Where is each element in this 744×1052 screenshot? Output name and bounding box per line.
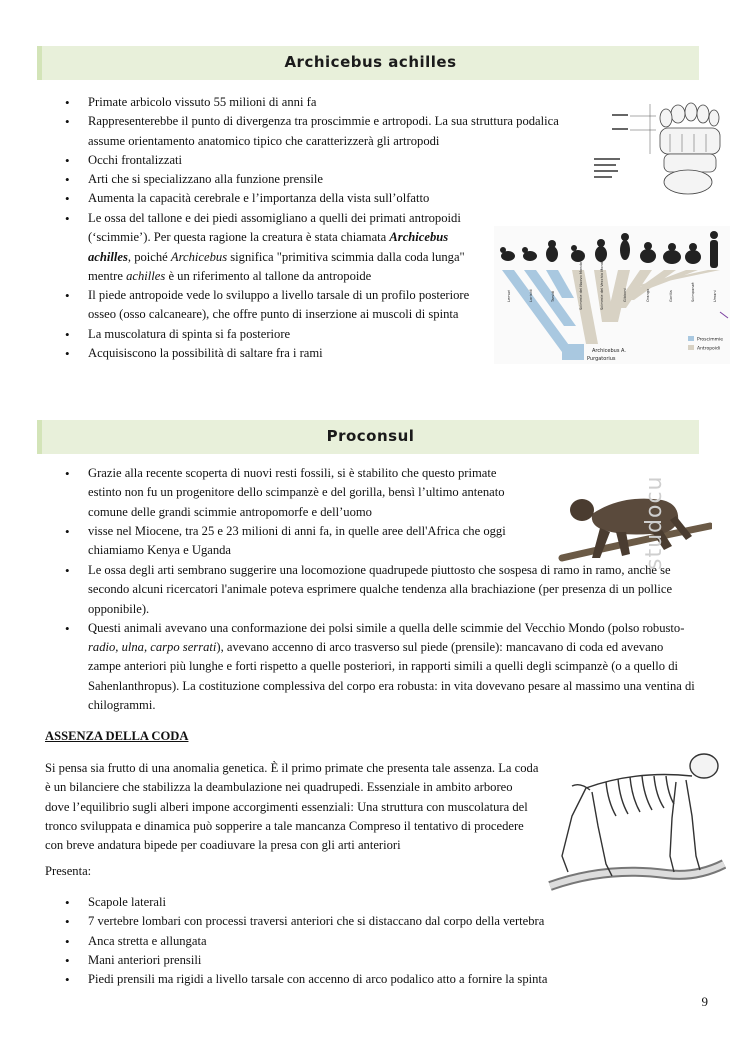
list-item: • Il piede antropoide vede lo sviluppo a livello tarsale di un profilo posteriore osseo (osso calcaneare), che offre punto di inserzione ai muscoli di spinta: [45, 286, 485, 325]
list-item: • Piedi prensili ma rigidi a livello tarsale con accenno di arco podalico atto a fornire la spinta: [45, 970, 695, 989]
list-item: • Primate arbicolo vissuto 55 milioni di anni fa: [45, 93, 560, 112]
primate-phylogenetic-tree: [494, 226, 730, 364]
branch-label: Lemuri: [507, 289, 511, 302]
list-item: • 7 vertebre lombari con processi traversi anteriori che si distaccano dal corpo della vertebra: [45, 912, 695, 931]
branch-label: Scimmie del Vecchio Mondo: [600, 259, 604, 310]
node-label-archicebus: Archicebus A.: [592, 348, 626, 354]
svg-text:Proscimmie: Proscimmie: [697, 337, 723, 343]
list-item: • Anca stretta e allungata: [45, 932, 695, 951]
list-item: • Le ossa del tallone e dei piedi assomigliano a quelli dei primati antropoidi (‘scimmie’). Per questa ragione la creatura è stata chiamata Archicebus achilles, poiché Archicebus significa "primitiva scimmia dalla coda lunga" mentre achilles è un riferimento al tallone da antropoide: [45, 209, 485, 286]
branch-label: Gibboni: [623, 288, 627, 302]
list-item: • La muscolatura di spinta si fa posteriore: [45, 325, 485, 344]
tail-absence-paragraph: Si pensa sia frutto di una anomalia genetica. È il primo primate che presenta tale assenza. La coda è un bilanciere che stabilizza la deambulazione nei quadrupedi. Essenziale in ambito arboreo dove l’equilibrio sugli alberi impone accorgimenti essenziali: Una struttura con muscolatura del tronco sviluppata e dinamica può sopperire a tale mancanza Compreso il tentativo di procedere con breve andatura bipede per coadiuvare la presa con gli arti anteriori: [45, 761, 539, 853]
list-item: • Rappresenterebbe il punto di divergenza tra proscimmie e artropodi. La sua struttura podalica assume orientamento anatomico tipico che caratterizzerà gli artropodi: [45, 112, 560, 151]
list-item: • visse nel Miocene, tra 25 e 23 milioni di anni fa, in quelle aree dell'Africa che oggi chiamiamo Kenya e Uganda: [45, 522, 525, 561]
foot-skeleton-illustration: [590, 94, 730, 199]
section-title: Proconsul: [326, 427, 415, 445]
tail-absence-heading: ASSENZA DELLA CODA: [45, 729, 189, 743]
tail-absence-features: [45, 893, 695, 989]
watermark: studocu: [642, 475, 667, 570]
list-item: • Occhi frontalizzati: [45, 151, 560, 170]
list-item: • Arti che si specializzano alla funzione prensile: [45, 170, 560, 189]
section-title: Archicebus achilles: [284, 53, 457, 71]
presenta-label: Presenta:: [45, 864, 92, 878]
list-item: • Scapole laterali: [45, 893, 695, 912]
primate-skeleton-illustration: [546, 746, 726, 906]
section-banner-archicebus: [37, 46, 699, 80]
list-item: • Grazie alla recente scoperta di nuovi resti fossili, si è stabilito che questo primate estinto non fu un progenitore dello scimpanzè e del gorilla, bensì l’ultimo antenato comune delle grandi scimmie antropomorfe e dell’uomo: [45, 464, 525, 522]
list-item: • Le ossa degli arti sembrano suggerire una locomozione quadrupede piuttosto che sospesa di ramo in ramo, anche se secondo alcuni ricercatori l'animale poteva esprimere qualche tendenza alla brachiazione (per presenza di un pollice opponibile).: [45, 561, 695, 619]
proconsul-bullets-continued: [45, 561, 695, 715]
proconsul-bullets: [45, 464, 525, 560]
branch-label: Umani: [713, 290, 717, 302]
node-label-root: Purgatorius: [587, 356, 616, 362]
archicebus-bullets-continued: [45, 209, 485, 363]
branch-label: Lorisidi: [529, 289, 533, 302]
branch-label: Scimmie del Nuovo Mondo: [579, 262, 583, 310]
list-item: • Mani anteriori prensili: [45, 951, 695, 970]
branch-label: Tarsidi: [551, 290, 555, 302]
proconsul-illustration: [552, 470, 712, 576]
branch-label: Scimpanzé: [691, 282, 695, 302]
branch-label: Gorilla: [669, 290, 673, 302]
svg-text:Antropoidi: Antropoidi: [697, 346, 721, 352]
branch-label: Orango: [646, 288, 650, 302]
page-number: 9: [701, 994, 708, 1009]
list-item: • Acquisiscono la possibilità di saltare fra i rami: [45, 344, 485, 363]
list-item: • Aumenta la capacità cerebrale e l’importanza della vista sull’olfatto: [45, 189, 560, 208]
archicebus-bullets: [45, 93, 560, 209]
section-banner-proconsul: [37, 420, 699, 454]
list-item: • Questi animali avevano una conformazione dei polsi simile a quella delle scimmie del Vecchio Mondo (polso robusto-radio, ulna, carpo serrati), avevano accenno di arco trasverso sul piede (prensile): mancavano di coda ed avevano zampe anteriori più lunghe e forti rispetto a quelle posteriori, in rapporti simili a quelli degli scimpanzè (o a quello di Sahenlanthropus). La costituzione complessiva del corpo era robusta: in vita dovevano pesare al massimo una ventina di chilogrammi.: [45, 619, 695, 715]
